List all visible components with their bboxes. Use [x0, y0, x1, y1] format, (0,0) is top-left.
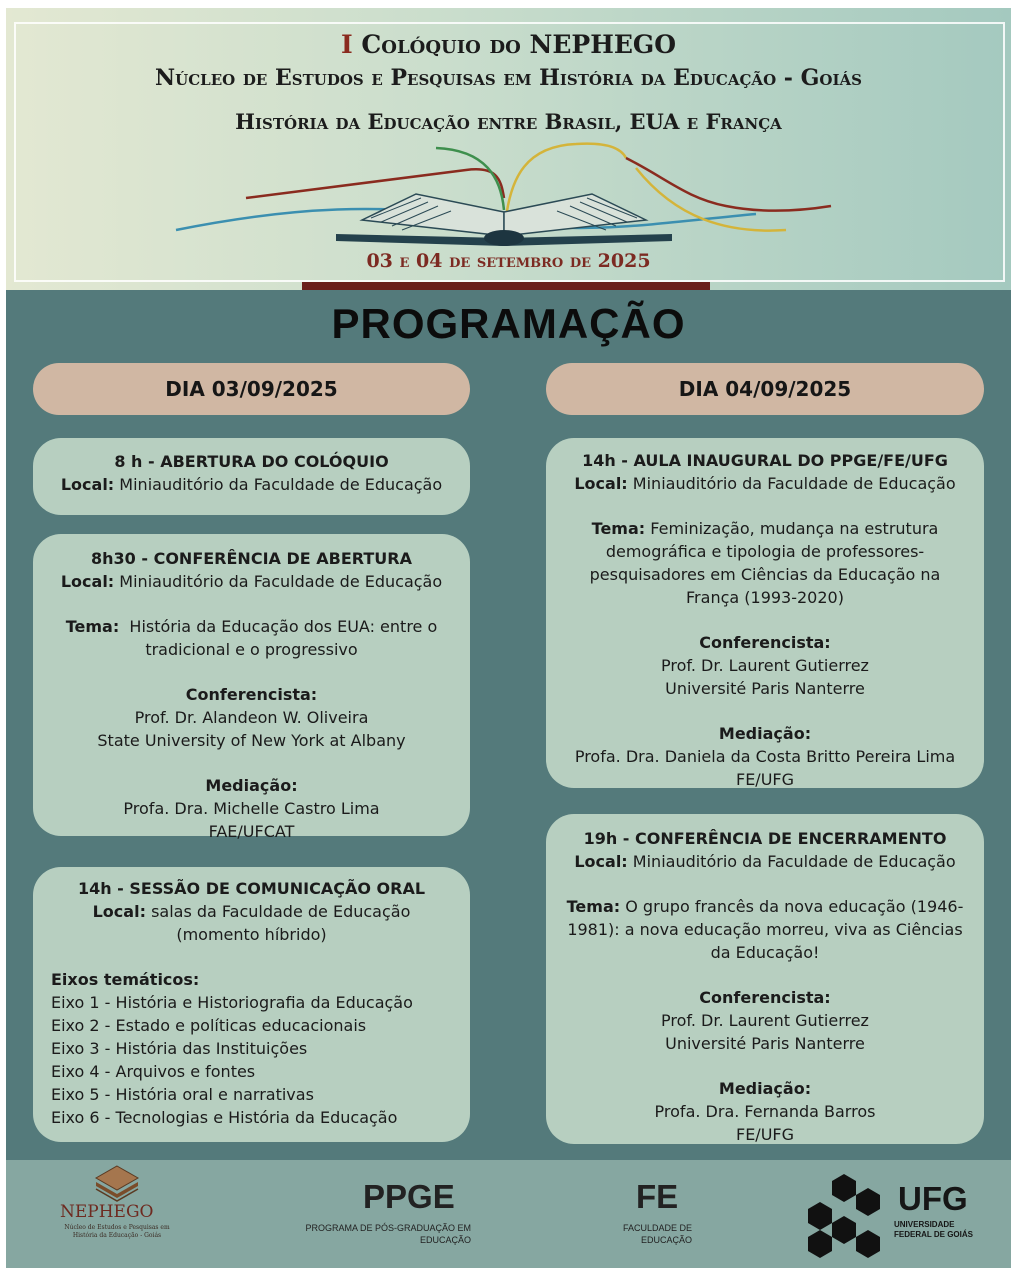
opening-conference-location: Local: Miniauditório da Faculdade de Educação	[60, 572, 443, 591]
closing-conference-card	[546, 814, 984, 1144]
opening-conference-title: 8h30 - CONFERÊNCIA DE ABERTURA	[91, 549, 412, 568]
oral-session-location: Local: salas da Faculdade de Educação	[92, 902, 411, 921]
moderator-label: Mediação:	[718, 1079, 812, 1098]
inaugural-class-theme-2: demográfica e tipologia de professores-	[605, 542, 925, 561]
theme-item: Eixo 6 - Tecnologias e História da Educação	[51, 1108, 398, 1127]
book-stack-icon	[92, 1164, 142, 1204]
speaker-name: Prof. Dr. Alandeon W. Oliveira	[134, 708, 369, 727]
closing-conference-location: Local: Miniauditório da Faculdade de Educação	[574, 852, 956, 871]
speaker-institution: Université Paris Nanterre	[665, 1034, 865, 1053]
oral-session-title: 14h - SESSÃO DE COMUNICAÇÃO ORAL	[77, 879, 426, 898]
inaugural-class-card	[546, 438, 984, 788]
moderator-label: Mediação:	[718, 724, 812, 743]
event-edition: I	[340, 30, 353, 59]
moderator-institution: FAE/UFCAT	[208, 822, 295, 841]
speaker-institution: Université Paris Nanterre	[665, 679, 865, 698]
speaker-name: Prof. Dr. Laurent Gutierrez	[661, 656, 869, 675]
day-2-header: DIA 04/09/2025	[546, 363, 984, 415]
inaugural-class-theme-3: pesquisadores em Ciências da Educação na	[589, 565, 941, 584]
moderator-institution: FE/UFG	[735, 770, 794, 789]
moderator-institution: FE/UFG	[735, 1125, 794, 1144]
theme-item: Eixo 5 - História oral e narrativas	[51, 1085, 314, 1104]
closing-conference-theme: Tema: O grupo francês da nova educação (1946-	[566, 897, 964, 916]
nephego-logo-subtitle: Núcleo de Estudos e Pesquisas em História da Educação - Goiás	[64, 1224, 170, 1239]
oral-session-card	[33, 867, 470, 1142]
themes-label: Eixos temáticos:	[51, 970, 200, 989]
moderator-name: Profa. Dra. Michelle Castro Lima	[123, 799, 380, 818]
speaker-institution: State University of New York at Albany	[97, 731, 406, 750]
poster	[6, 8, 1011, 1268]
ufg-hexagon-icon	[804, 1172, 890, 1258]
inaugural-class-theme: Tema: Feminização, mudança na estrutura	[591, 519, 939, 538]
theme-item: Eixo 3 - História das Instituições	[51, 1039, 308, 1058]
opening-conference-card	[33, 534, 470, 841]
opening-card	[33, 438, 470, 515]
speaker-label: Conferencista:	[699, 633, 831, 652]
program-title: PROGRAMAÇÃO	[331, 300, 686, 347]
theme-item: Eixo 2 - Estado e políticas educacionais	[51, 1016, 367, 1035]
speaker-name: Prof. Dr. Laurent Gutierrez	[661, 1011, 869, 1030]
program-section	[6, 290, 1011, 1160]
event-name: Colóquio do NEPHEGO	[361, 30, 677, 59]
date-underline	[302, 282, 710, 290]
closing-conference-theme-3: da Educação!	[710, 943, 820, 962]
speaker-label: Conferencista:	[185, 685, 318, 704]
moderator-label: Mediação:	[205, 776, 298, 795]
ufg-logo-subtitle: UNIVERSIDADE FEDERAL DE GOIÁS	[894, 1220, 973, 1239]
theme-item: Eixo 1 - História e Historiografia da Educação	[51, 993, 413, 1012]
ppge-logo: PPGE	[363, 1178, 455, 1215]
organizer-name: Núcleo de Estudos e Pesquisas em História da Educação - Goiás	[155, 65, 862, 91]
fe-logo: FE	[636, 1178, 679, 1215]
open-book-icon	[166, 138, 846, 253]
sponsor-footer	[6, 1160, 1011, 1268]
speaker-label: Conferencista:	[699, 988, 831, 1007]
closing-conference-title: 19h - CONFERÊNCIA DE ENCERRAMENTO	[583, 829, 947, 848]
ufg-logo: UFG	[898, 1180, 968, 1217]
nephego-logo: NEPHEGO	[60, 1202, 154, 1222]
ppge-logo-subtitle: PROGRAMA DE PÓS-GRADUAÇÃO EM EDUCAÇÃO	[305, 1223, 471, 1245]
oral-session-location-2: (momento híbrido)	[176, 925, 327, 944]
event-theme: História da Educação entre Brasil, EUA e França	[235, 109, 782, 134]
inaugural-class-title: 14h - AULA INAUGURAL DO PPGE/FE/UFG	[582, 451, 948, 470]
opening-conference-theme: Tema: História da Educação dos EUA: entre o	[65, 617, 438, 636]
opening-conference-theme-2: tradicional e o progressivo	[145, 640, 358, 659]
closing-conference-theme-2: 1981): a nova educação morreu, viva as Ciências	[567, 920, 963, 939]
event-title	[6, 30, 1011, 59]
moderator-name: Profa. Dra. Fernanda Barros	[654, 1102, 876, 1121]
inaugural-class-theme-4: França (1993-2020)	[686, 588, 844, 607]
theme-item: Eixo 4 - Arquivos e fontes	[51, 1062, 256, 1081]
day-1-header: DIA 03/09/2025	[33, 363, 470, 415]
moderator-name: Profa. Dra. Daniela da Costa Britto Pereira Lima	[574, 747, 956, 766]
inaugural-class-location: Local: Miniauditório da Faculdade de Educação	[574, 474, 956, 493]
opening-title: 8 h - ABERTURA DO COLÓQUIO	[114, 452, 389, 471]
opening-location: Local: Miniauditório da Faculdade de Educação	[60, 475, 443, 494]
event-date: 03 e 04 de setembro de 2025	[366, 250, 651, 272]
fe-logo-subtitle: FACULDADE DE EDUCAÇÃO	[622, 1223, 692, 1245]
header-banner	[6, 8, 1011, 290]
